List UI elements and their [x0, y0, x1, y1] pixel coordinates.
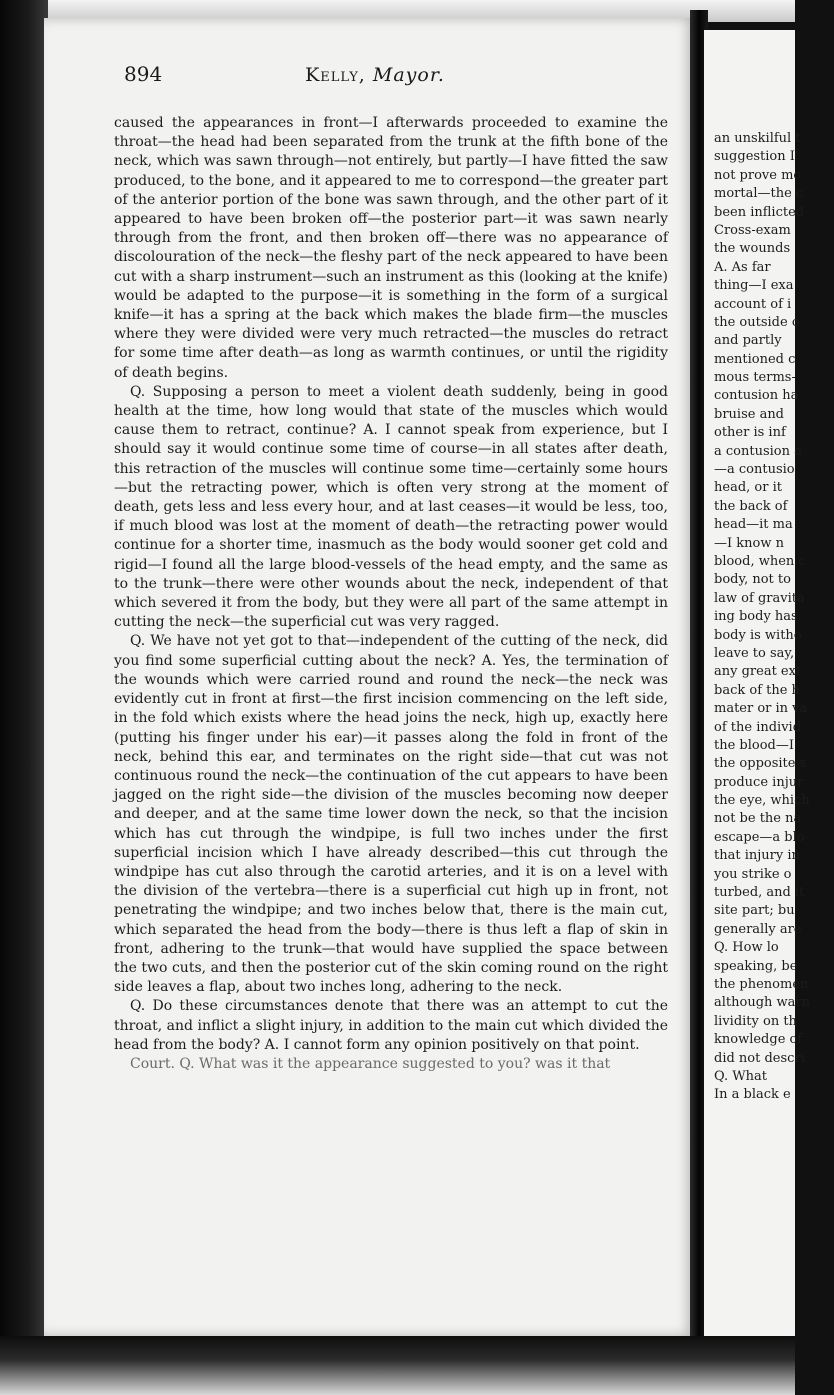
right-page-line: the eye, which	[714, 793, 810, 809]
right-page-line: turbed, and it	[714, 885, 805, 901]
right-page-line: —I know n	[714, 535, 784, 551]
right-page-line: account of i	[714, 296, 792, 312]
right-page-line: —a contusio	[714, 462, 795, 478]
right-page-line: knowledge of	[714, 1032, 803, 1048]
right-page-line: In a black e	[714, 1087, 791, 1103]
right-page-line: the phenomen	[714, 976, 809, 992]
right-page-line: did not descri	[714, 1050, 805, 1066]
right-page-line: site part; bu	[714, 903, 795, 919]
right-page-line: although warn	[714, 995, 810, 1011]
right-page-line: Q. What	[714, 1068, 767, 1084]
right-page-line: leave to say,	[714, 645, 795, 661]
right-page-line: bruise and	[714, 406, 785, 422]
right-page-line: lividity on th	[714, 1013, 797, 1029]
right-page-line: of the individ	[714, 719, 802, 735]
right-page-line: body, not to	[714, 572, 791, 588]
right-page-line: not be the na	[714, 811, 802, 827]
right-page-line: speaking, be	[714, 958, 798, 974]
scan-bottom-edge	[0, 1336, 795, 1395]
right-page-line: head—it ma	[714, 517, 793, 533]
right-page-line: mentioned c	[714, 351, 796, 367]
right-page-line: thing—I exa	[714, 278, 794, 294]
page-number: 894	[124, 62, 163, 86]
right-page-line: not prove mo	[714, 167, 802, 183]
right-page-line: the wounds	[714, 241, 791, 257]
book-binding	[0, 0, 48, 1395]
right-page-line: other is inf	[714, 425, 786, 441]
right-page-line: that injury in	[714, 848, 800, 864]
right-page-line: ing body has	[714, 609, 798, 625]
right-page-line: the outside o	[714, 314, 800, 330]
right-page-line: the opposite s	[714, 756, 807, 772]
running-head	[80, 64, 670, 86]
right-page-line: a contusion a	[714, 443, 802, 459]
right-page-line: an unskilful t	[714, 131, 801, 146]
paragraph: Court. Q. What was it the appearance suggested to you? was it that	[130, 1055, 611, 1072]
right-page-line: generally are	[714, 921, 802, 937]
right-page-line: mous terms-	[714, 370, 796, 386]
right-page-line: mater or in va	[714, 701, 808, 717]
right-page-line: Q. How lo	[714, 940, 779, 956]
running-title: Kelly,	[305, 64, 366, 86]
right-page-line: contusion ha	[714, 388, 799, 404]
right-page-line: the blood—I	[714, 737, 795, 753]
running-title-italic: Mayor.	[372, 64, 445, 86]
right-page-line: back of the h	[714, 682, 800, 698]
right-page-line: escape—a blo	[714, 829, 805, 845]
right-page-line: law of gravita	[714, 590, 805, 606]
right-page-text	[714, 130, 834, 1105]
right-page-line: suggestion I	[714, 149, 795, 165]
paragraph: caused the appearances in front—I afterwards proceeded to examine the throat—the head had been separated from the trunk at the fifth bone of the neck, which was sawn through—not entirely, but partly—I have fitted the saw produced, to the bone, and it appeared to me to correspond—the greater part of the anterior portion of the bone was sawn through, and the other part of it appeared to have been broken off—the posterior part—it was sawn nearly through from the front, and then broken off—there was no appearance of discolouration of the neck—the fleshy part of the neck appeared to have been cut with a sharp instrument—such an instrument as this (looking at the knife) would be adapted to the purpose—it is something in the form of a surgical knife—it has a spring at the back which makes the blade firm—the muscles where they were divided were very much retracted—the muscles do retract for some time after death—as long as warmth continues, or until the rigidity of death begins.	[114, 115, 669, 381]
right-page-line: body is witho	[714, 627, 802, 643]
right-page-line: head, or it	[714, 480, 782, 496]
right-page-line: any great ext	[714, 664, 802, 680]
paragraph: Q. Do these circumstances denote that there was an attempt to cut the throat, and inflict a slight injury, in addition to the main cut which divided the head from the body? A. I cannot form any opinion positively on that point.	[114, 998, 668, 1053]
right-page-line: you strike o	[714, 866, 792, 882]
paragraph: Q. Supposing a person to meet a violent death suddenly, being in good health at the time, how long would that state of the muscles which would cause them to retract, continue? A. I cannot speak from experience, but I should say it would continue some time of course—in all states after death, this retraction of the muscles will continue some time—certainly some hours—but the retracting power, which is often very strong at the moment of death, gets less and less every hour, and at last ceases—it would be less, too, if much blood was lost at the moment of death—the retracting power would continue for a shorter time, inasmuch as the body would sooner get cold and rigid—I found all the large blood-vessels of the head empty, and the same as to the trunk—there were other wounds about the neck, independent of that which severed it from the body, but they were all part of the same attempt in cutting the neck—the superficial cut was very ragged.	[114, 383, 668, 631]
right-page-line: Cross-exam	[714, 222, 791, 238]
right-page-line: been inflicted	[714, 204, 805, 220]
right-page-line: blood, when c	[714, 553, 806, 569]
right-page-line: the back of	[714, 498, 788, 514]
body-text	[114, 114, 668, 1074]
page-header	[80, 62, 670, 92]
right-page-line: produce injur	[714, 774, 804, 790]
right-page	[704, 30, 810, 1340]
paragraph: Q. We have not yet got to that—independent of the cutting of the neck, did you find some superficial cutting about the neck? A. Yes, the termination of the wounds which were carried round and round the neck—the neck was evidently cut in front at first—the first incision commencing on the left side, in the fold which exists where the head joins the neck, high up, exactly here (putting his finger under his ear)—it passes along the fold in front of the neck, behind this ear, and terminates on the right side—that cut was not continuous round the neck—the continuation of the cut appears to have been jagged on the right side—the division of the muscles becoming now deeper and deeper, and at the same time lower down the neck, so that the incision which has cut through the windpipe, is full two inches under the first superficial incision which I have already described—this cut through the windpipe has cut also through the carotid arteries, and it is on a level with the division of the vertebra—there is a superficial cut high up in front, not penetrating the windpipe; and two inches below that, there is the main cut, which separated the head from the body—there is thus left a flap of skin in front, adhering to the trunk—that would have supplied the space between the two cuts, and then the posterior cut of the skin coming round on the right side leaves a flap, about two inches long, adhering to the neck.	[114, 633, 668, 996]
right-page-line: and partly	[714, 333, 782, 349]
right-page-line: mortal—the c	[714, 186, 804, 202]
right-page-line: A. As far	[714, 259, 771, 275]
